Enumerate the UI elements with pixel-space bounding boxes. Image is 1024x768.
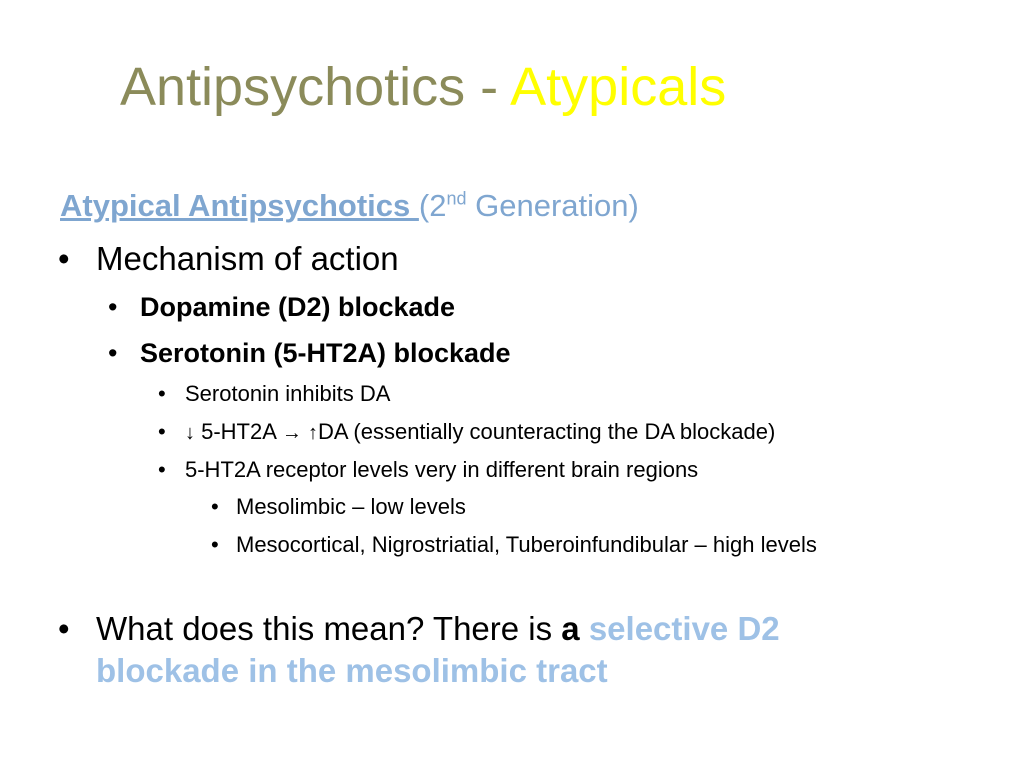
subhead-rest: Generation) xyxy=(466,188,639,223)
bullet-serotonin: Serotonin (5-HT2A) blockade xyxy=(140,338,511,368)
subhead-superscript: nd xyxy=(446,188,467,209)
highlight-selective-d2: selective D2 xyxy=(579,610,780,647)
bullet-mesocortical: Mesocortical, Nigrostriatial, Tuberoinfundibular – high levels xyxy=(236,532,817,557)
title-main: Antipsychotics - xyxy=(120,57,511,117)
bullet-icon: • xyxy=(58,240,70,277)
bullet-icon: • xyxy=(108,338,118,368)
atypical-antipsychotics-link[interactable]: Atypical Antipsychotics xyxy=(60,188,419,223)
highlight-mesolimbic-tract: blockade in the mesolimbic tract xyxy=(96,652,608,689)
ht2a-text: 5-HT2A xyxy=(195,419,282,444)
title-accent: Atypicals xyxy=(510,57,727,117)
right-arrow-icon: → xyxy=(281,422,302,444)
bullet-receptor-levels: 5-HT2A receptor levels very in different brain regions xyxy=(185,457,699,482)
bullet-icon: • xyxy=(58,610,70,647)
bullet-icon: • xyxy=(108,292,118,322)
question-line-1 xyxy=(96,610,780,648)
bullet-icon: • xyxy=(211,494,219,519)
bullet-serotonin-inhibits: Serotonin inhibits DA xyxy=(185,381,391,406)
bullet-dopamine: Dopamine (D2) blockade xyxy=(140,292,456,322)
up-arrow-icon: ↑ xyxy=(307,422,318,444)
bullet-mechanism: Mechanism of action xyxy=(96,240,399,277)
down-arrow-icon: ↓ xyxy=(185,422,195,444)
subheading xyxy=(60,188,639,224)
bullet-ht2a-effect xyxy=(185,419,775,445)
question-text: What does this mean? There is xyxy=(96,610,562,647)
bullet-icon: • xyxy=(211,532,219,557)
bullet-icon: • xyxy=(158,419,166,444)
bullet-icon: • xyxy=(158,457,166,482)
bullet-icon: • xyxy=(158,381,166,406)
da-counter-text: DA (essentially counteracting the DA blockade) xyxy=(317,419,776,444)
question-a: a xyxy=(561,610,580,647)
bullet-mesolimbic: Mesolimbic – low levels xyxy=(236,494,466,519)
subhead-open: (2 xyxy=(418,188,447,223)
